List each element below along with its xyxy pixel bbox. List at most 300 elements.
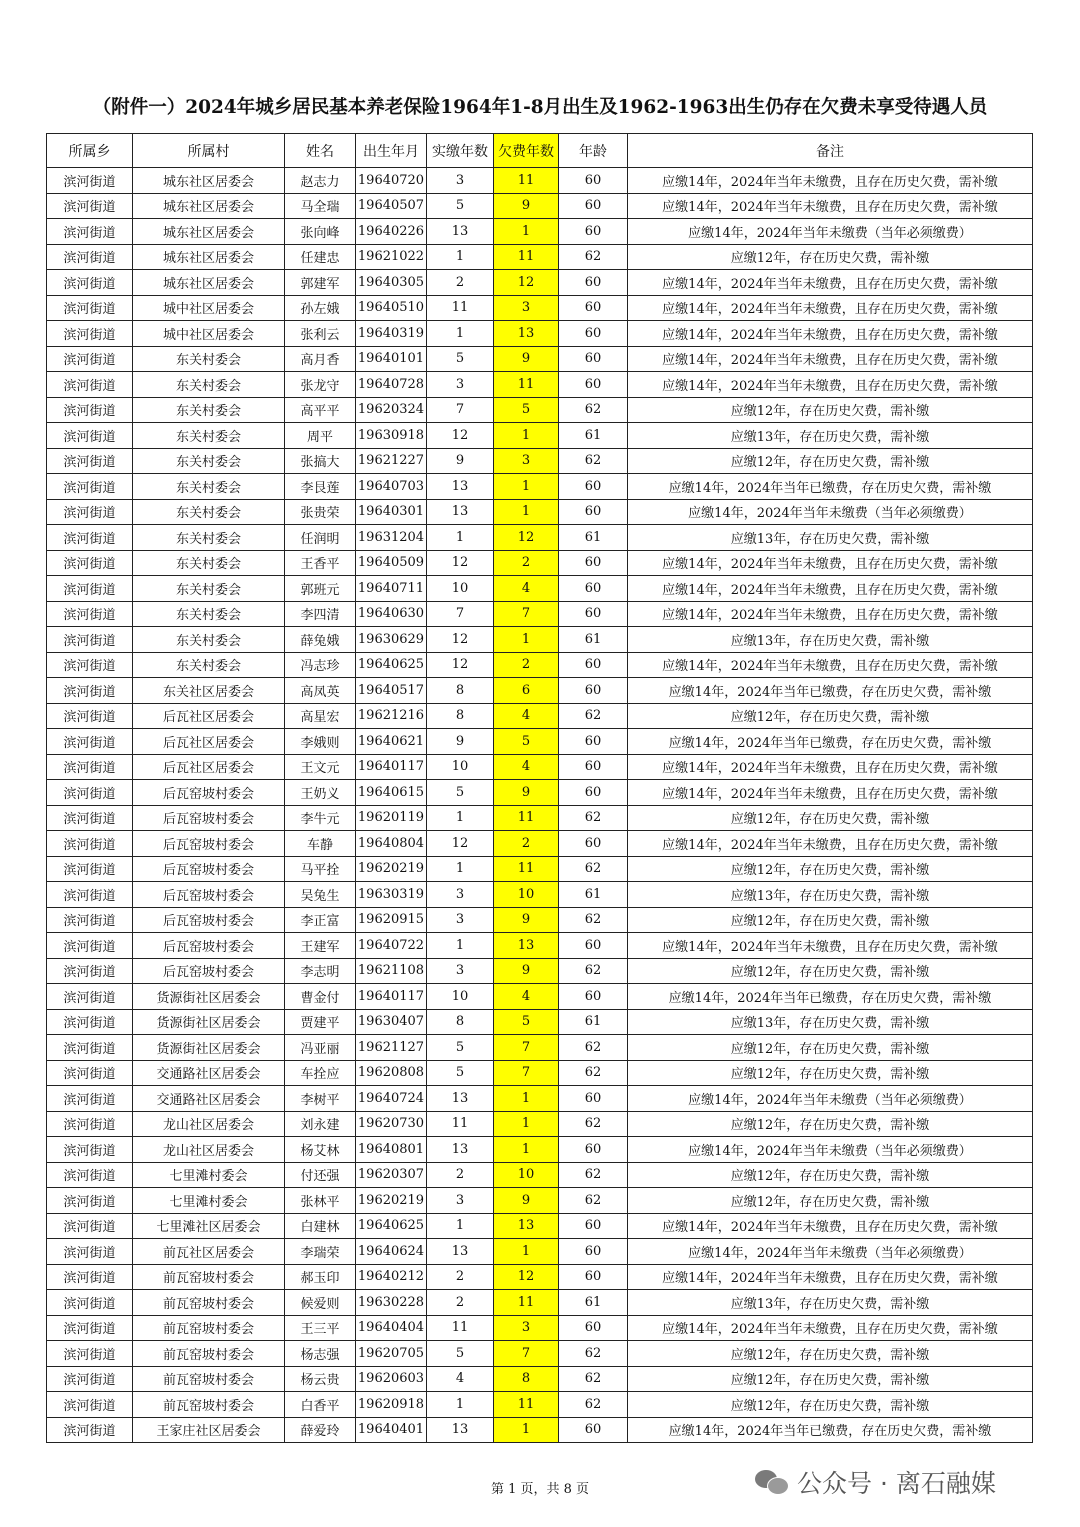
township-cell: 滨河街道 <box>47 882 133 908</box>
age-cell: 61 <box>559 1009 628 1035</box>
birth-date-cell: 19640101 <box>356 346 427 372</box>
paid-years-cell: 7 <box>427 601 494 627</box>
age-cell: 62 <box>559 805 628 831</box>
arrears-table <box>46 133 1033 1443</box>
table-row <box>47 372 1033 398</box>
remarks-cell: 应缴12年，存在历史欠费，需补缴 <box>628 1035 1033 1061</box>
township-cell: 滨河街道 <box>47 1188 133 1214</box>
village-cell: 龙山社区居委会 <box>133 1137 285 1163</box>
paid-years-cell: 2 <box>427 1290 494 1316</box>
arrears-years-cell: 9 <box>494 907 559 933</box>
village-cell: 城东社区居委会 <box>133 270 285 296</box>
paid-years-cell: 12 <box>427 627 494 653</box>
township-cell: 滨河街道 <box>47 270 133 296</box>
name-cell: 赵志力 <box>285 168 356 194</box>
remarks-cell: 应缴14年，2024年当年未缴费，且存在历史欠费，需补缴 <box>628 168 1033 194</box>
paid-years-cell: 11 <box>427 295 494 321</box>
table-row <box>47 270 1033 296</box>
paid-years-cell: 3 <box>427 882 494 908</box>
col-header-remarks: 备注 <box>628 134 1033 168</box>
remarks-cell: 应缴13年，存在历史欠费，需补缴 <box>628 525 1033 551</box>
remarks-cell: 应缴14年，2024年当年未缴费，且存在历史欠费，需补缴 <box>628 1315 1033 1341</box>
township-cell: 滨河街道 <box>47 346 133 372</box>
village-cell: 货源街社区居委会 <box>133 1035 285 1061</box>
township-cell: 滨河街道 <box>47 984 133 1010</box>
name-cell: 王文元 <box>285 754 356 780</box>
remarks-cell: 应缴12年，存在历史欠费，需补缴 <box>628 856 1033 882</box>
paid-years-cell: 1 <box>427 525 494 551</box>
township-cell: 滨河街道 <box>47 831 133 857</box>
village-cell: 七里滩社区居委会 <box>133 1213 285 1239</box>
village-cell: 后瓦窑坡村委会 <box>133 805 285 831</box>
birth-date-cell: 19640615 <box>356 780 427 806</box>
birth-date-cell: 19621216 <box>356 703 427 729</box>
birth-date-cell: 19620324 <box>356 397 427 423</box>
table-row <box>47 1213 1033 1239</box>
remarks-cell: 应缴14年，2024年当年已缴费，存在历史欠费，需补缴 <box>628 678 1033 704</box>
age-cell: 62 <box>559 1188 628 1214</box>
arrears-years-cell: 10 <box>494 1162 559 1188</box>
birth-date-cell: 19640226 <box>356 219 427 245</box>
remarks-cell: 应缴14年，2024年当年未缴费，且存在历史欠费，需补缴 <box>628 550 1033 576</box>
birth-date-cell: 19620603 <box>356 1366 427 1392</box>
birth-date-cell: 19640404 <box>356 1315 427 1341</box>
age-cell: 62 <box>559 1111 628 1137</box>
remarks-cell: 应缴14年，2024年当年未缴费，且存在历史欠费，需补缴 <box>628 346 1033 372</box>
arrears-years-cell: 1 <box>494 1239 559 1265</box>
arrears-years-cell: 12 <box>494 525 559 551</box>
birth-date-cell: 19620918 <box>356 1392 427 1418</box>
wechat-icon <box>755 1468 789 1496</box>
village-cell: 七里滩村委会 <box>133 1162 285 1188</box>
birth-date-cell: 19640720 <box>356 168 427 194</box>
township-cell: 滨河街道 <box>47 958 133 984</box>
age-cell: 60 <box>559 1086 628 1112</box>
arrears-years-cell: 7 <box>494 1035 559 1061</box>
arrears-years-cell: 9 <box>494 958 559 984</box>
age-cell: 60 <box>559 168 628 194</box>
table-row <box>47 703 1033 729</box>
arrears-years-cell: 11 <box>494 1392 559 1418</box>
arrears-years-cell: 7 <box>494 1341 559 1367</box>
table-row <box>47 321 1033 347</box>
paid-years-cell: 13 <box>427 1137 494 1163</box>
name-cell: 李艮莲 <box>285 474 356 500</box>
paid-years-cell: 10 <box>427 754 494 780</box>
table-row <box>47 729 1033 755</box>
table-row <box>47 295 1033 321</box>
name-cell: 刘永建 <box>285 1111 356 1137</box>
village-cell: 东关村委会 <box>133 652 285 678</box>
arrears-years-cell: 13 <box>494 1213 559 1239</box>
name-cell: 冯亚丽 <box>285 1035 356 1061</box>
age-cell: 60 <box>559 1213 628 1239</box>
table-row <box>47 1366 1033 1392</box>
birth-date-cell: 19640804 <box>356 831 427 857</box>
remarks-cell: 应缴14年，2024年当年未缴费，且存在历史欠费，需补缴 <box>628 831 1033 857</box>
remarks-cell: 应缴12年，存在历史欠费，需补缴 <box>628 703 1033 729</box>
arrears-years-cell: 4 <box>494 984 559 1010</box>
arrears-years-cell: 3 <box>494 295 559 321</box>
table-row <box>47 397 1033 423</box>
remarks-cell: 应缴12年，存在历史欠费，需补缴 <box>628 805 1033 831</box>
arrears-years-cell: 13 <box>494 321 559 347</box>
arrears-years-cell: 1 <box>494 627 559 653</box>
name-cell: 白香平 <box>285 1392 356 1418</box>
remarks-cell: 应缴14年，2024年当年未缴费，且存在历史欠费，需补缴 <box>628 321 1033 347</box>
age-cell: 60 <box>559 219 628 245</box>
township-cell: 滨河街道 <box>47 474 133 500</box>
table-row <box>47 1111 1033 1137</box>
paid-years-cell: 13 <box>427 1417 494 1443</box>
arrears-years-cell: 13 <box>494 933 559 959</box>
age-cell: 61 <box>559 882 628 908</box>
remarks-cell: 应缴14年，2024年当年未缴费（当年必须缴费） <box>628 1086 1033 1112</box>
township-cell: 滨河街道 <box>47 933 133 959</box>
village-cell: 后瓦社区居委会 <box>133 754 285 780</box>
name-cell: 张搞大 <box>285 448 356 474</box>
birth-date-cell: 19620915 <box>356 907 427 933</box>
paid-years-cell: 3 <box>427 372 494 398</box>
name-cell: 张利云 <box>285 321 356 347</box>
birth-date-cell: 19620705 <box>356 1341 427 1367</box>
table-row <box>47 1239 1033 1265</box>
township-cell: 滨河街道 <box>47 295 133 321</box>
table-row <box>47 678 1033 704</box>
remarks-cell: 应缴14年，2024年当年已缴费，存在历史欠费，需补缴 <box>628 474 1033 500</box>
table-row <box>47 780 1033 806</box>
village-cell: 货源街社区居委会 <box>133 1009 285 1035</box>
birth-date-cell: 19640301 <box>356 499 427 525</box>
village-cell: 东关村委会 <box>133 550 285 576</box>
remarks-cell: 应缴14年，2024年当年未缴费（当年必须缴费） <box>628 1239 1033 1265</box>
age-cell: 60 <box>559 984 628 1010</box>
township-cell: 滨河街道 <box>47 576 133 602</box>
township-cell: 滨河街道 <box>47 168 133 194</box>
township-cell: 滨河街道 <box>47 780 133 806</box>
village-cell: 后瓦窑坡村委会 <box>133 780 285 806</box>
age-cell: 60 <box>559 321 628 347</box>
paid-years-cell: 12 <box>427 831 494 857</box>
remarks-cell: 应缴14年，2024年当年已缴费，存在历史欠费，需补缴 <box>628 729 1033 755</box>
remarks-cell: 应缴14年，2024年当年未缴费，且存在历史欠费，需补缴 <box>628 780 1033 806</box>
age-cell: 60 <box>559 678 628 704</box>
birth-date-cell: 19640711 <box>356 576 427 602</box>
birth-date-cell: 19621127 <box>356 1035 427 1061</box>
village-cell: 后瓦窑坡村委会 <box>133 958 285 984</box>
arrears-years-cell: 4 <box>494 576 559 602</box>
paid-years-cell: 5 <box>427 1341 494 1367</box>
remarks-cell: 应缴14年，2024年当年未缴费，且存在历史欠费，需补缴 <box>628 193 1033 219</box>
birth-date-cell: 19640117 <box>356 754 427 780</box>
arrears-years-cell: 6 <box>494 678 559 704</box>
col-header-name: 姓名 <box>285 134 356 168</box>
remarks-cell: 应缴14年，2024年当年未缴费，且存在历史欠费，需补缴 <box>628 576 1033 602</box>
remarks-cell: 应缴14年，2024年当年未缴费，且存在历史欠费，需补缴 <box>628 933 1033 959</box>
village-cell: 东关村委会 <box>133 601 285 627</box>
name-cell: 张林平 <box>285 1188 356 1214</box>
name-cell: 冯志珍 <box>285 652 356 678</box>
paid-years-cell: 1 <box>427 933 494 959</box>
remarks-cell: 应缴12年，存在历史欠费，需补缴 <box>628 1162 1033 1188</box>
table-row <box>47 601 1033 627</box>
table-header-row <box>47 134 1033 168</box>
township-cell: 滨河街道 <box>47 1315 133 1341</box>
arrears-years-cell: 1 <box>494 1137 559 1163</box>
age-cell: 60 <box>559 474 628 500</box>
township-cell: 滨河街道 <box>47 627 133 653</box>
birth-date-cell: 19640624 <box>356 1239 427 1265</box>
township-cell: 滨河街道 <box>47 321 133 347</box>
arrears-years-cell: 1 <box>494 219 559 245</box>
village-cell: 东关村委会 <box>133 525 285 551</box>
remarks-cell: 应缴14年，2024年当年未缴费（当年必须缴费） <box>628 499 1033 525</box>
table-row <box>47 474 1033 500</box>
birth-date-cell: 19640305 <box>356 270 427 296</box>
birth-date-cell: 19630629 <box>356 627 427 653</box>
birth-date-cell: 19640728 <box>356 372 427 398</box>
birth-date-cell: 19640724 <box>356 1086 427 1112</box>
table-row <box>47 1290 1033 1316</box>
paid-years-cell: 7 <box>427 397 494 423</box>
age-cell: 62 <box>559 397 628 423</box>
age-cell: 60 <box>559 193 628 219</box>
township-cell: 滨河街道 <box>47 397 133 423</box>
village-cell: 东关村委会 <box>133 448 285 474</box>
remarks-cell: 应缴14年，2024年当年未缴费（当年必须缴费） <box>628 1137 1033 1163</box>
paid-years-cell: 9 <box>427 729 494 755</box>
village-cell: 后瓦窑坡村委会 <box>133 907 285 933</box>
township-cell: 滨河街道 <box>47 601 133 627</box>
age-cell: 62 <box>559 907 628 933</box>
village-cell: 东关村委会 <box>133 627 285 653</box>
table-row <box>47 882 1033 908</box>
remarks-cell: 应缴13年，存在历史欠费，需补缴 <box>628 423 1033 449</box>
table-row <box>47 805 1033 831</box>
paid-years-cell: 5 <box>427 346 494 372</box>
paid-years-cell: 12 <box>427 423 494 449</box>
village-cell: 城东社区居委会 <box>133 219 285 245</box>
table-row <box>47 423 1033 449</box>
age-cell: 60 <box>559 1417 628 1443</box>
birth-date-cell: 19630918 <box>356 423 427 449</box>
table-row <box>47 627 1033 653</box>
township-cell: 滨河街道 <box>47 244 133 270</box>
village-cell: 后瓦窑坡村委会 <box>133 831 285 857</box>
name-cell: 李正富 <box>285 907 356 933</box>
paid-years-cell: 8 <box>427 703 494 729</box>
paid-years-cell: 2 <box>427 270 494 296</box>
township-cell: 滨河街道 <box>47 448 133 474</box>
age-cell: 60 <box>559 576 628 602</box>
township-cell: 滨河街道 <box>47 1264 133 1290</box>
remarks-cell: 应缴13年，存在历史欠费，需补缴 <box>628 1009 1033 1035</box>
remarks-cell: 应缴12年，存在历史欠费，需补缴 <box>628 448 1033 474</box>
remarks-cell: 应缴12年，存在历史欠费，需补缴 <box>628 907 1033 933</box>
birth-date-cell: 19620808 <box>356 1060 427 1086</box>
remarks-cell: 应缴14年，2024年当年已缴费，存在历史欠费，需补缴 <box>628 1417 1033 1443</box>
col-header-age: 年龄 <box>559 134 628 168</box>
arrears-years-cell: 1 <box>494 1111 559 1137</box>
age-cell: 61 <box>559 1290 628 1316</box>
age-cell: 61 <box>559 525 628 551</box>
birth-date-cell: 19640625 <box>356 1213 427 1239</box>
arrears-years-cell: 5 <box>494 729 559 755</box>
paid-years-cell: 1 <box>427 321 494 347</box>
village-cell: 城东社区居委会 <box>133 193 285 219</box>
village-cell: 东关村委会 <box>133 397 285 423</box>
village-cell: 后瓦社区居委会 <box>133 703 285 729</box>
name-cell: 高平平 <box>285 397 356 423</box>
name-cell: 吴兔生 <box>285 882 356 908</box>
remarks-cell: 应缴12年，存在历史欠费，需补缴 <box>628 1060 1033 1086</box>
village-cell: 城东社区居委会 <box>133 168 285 194</box>
age-cell: 60 <box>559 1137 628 1163</box>
remarks-cell: 应缴14年，2024年当年未缴费，且存在历史欠费，需补缴 <box>628 1213 1033 1239</box>
name-cell: 郭班元 <box>285 576 356 602</box>
name-cell: 薛兔娥 <box>285 627 356 653</box>
paid-years-cell: 5 <box>427 1060 494 1086</box>
township-cell: 滨河街道 <box>47 1366 133 1392</box>
arrears-years-cell: 2 <box>494 652 559 678</box>
township-cell: 滨河街道 <box>47 703 133 729</box>
arrears-years-cell: 5 <box>494 1009 559 1035</box>
paid-years-cell: 13 <box>427 499 494 525</box>
table-row <box>47 1060 1033 1086</box>
name-cell: 郭建军 <box>285 270 356 296</box>
birth-date-cell: 19640507 <box>356 193 427 219</box>
arrears-years-cell: 12 <box>494 1264 559 1290</box>
age-cell: 61 <box>559 423 628 449</box>
arrears-years-cell: 11 <box>494 805 559 831</box>
name-cell: 曹金付 <box>285 984 356 1010</box>
birth-date-cell: 19640401 <box>356 1417 427 1443</box>
name-cell: 杨艾林 <box>285 1137 356 1163</box>
arrears-years-cell: 1 <box>494 474 559 500</box>
village-cell: 前瓦社区居委会 <box>133 1239 285 1265</box>
name-cell: 马平拴 <box>285 856 356 882</box>
birth-date-cell: 19640510 <box>356 295 427 321</box>
age-cell: 60 <box>559 601 628 627</box>
paid-years-cell: 1 <box>427 856 494 882</box>
arrears-years-cell: 7 <box>494 1060 559 1086</box>
name-cell: 孙左娥 <box>285 295 356 321</box>
name-cell: 王三平 <box>285 1315 356 1341</box>
paid-years-cell: 13 <box>427 1239 494 1265</box>
table-row <box>47 576 1033 602</box>
paid-years-cell: 5 <box>427 1035 494 1061</box>
table-row <box>47 652 1033 678</box>
birth-date-cell: 19640703 <box>356 474 427 500</box>
table-row <box>47 193 1033 219</box>
birth-date-cell: 19640212 <box>356 1264 427 1290</box>
paid-years-cell: 5 <box>427 780 494 806</box>
age-cell: 62 <box>559 1060 628 1086</box>
table-row <box>47 244 1033 270</box>
table-row <box>47 448 1033 474</box>
name-cell: 候爱则 <box>285 1290 356 1316</box>
remarks-cell: 应缴14年，2024年当年已缴费，存在历史欠费，需补缴 <box>628 984 1033 1010</box>
arrears-years-cell: 4 <box>494 703 559 729</box>
village-cell: 后瓦窑坡村委会 <box>133 856 285 882</box>
age-cell: 60 <box>559 1264 628 1290</box>
paid-years-cell: 8 <box>427 678 494 704</box>
paid-years-cell: 11 <box>427 1315 494 1341</box>
col-header-township: 所属乡 <box>47 134 133 168</box>
village-cell: 东关村委会 <box>133 499 285 525</box>
age-cell: 61 <box>559 627 628 653</box>
birth-date-cell: 19640630 <box>356 601 427 627</box>
village-cell: 前瓦窑坡村委会 <box>133 1315 285 1341</box>
paid-years-cell: 10 <box>427 984 494 1010</box>
township-cell: 滨河街道 <box>47 499 133 525</box>
remarks-cell: 应缴12年，存在历史欠费，需补缴 <box>628 1341 1033 1367</box>
age-cell: 60 <box>559 372 628 398</box>
remarks-cell: 应缴14年，2024年当年未缴费（当年必须缴费） <box>628 219 1033 245</box>
name-cell: 白建林 <box>285 1213 356 1239</box>
remarks-cell: 应缴12年，存在历史欠费，需补缴 <box>628 1188 1033 1214</box>
township-cell: 滨河街道 <box>47 1290 133 1316</box>
township-cell: 滨河街道 <box>47 1009 133 1035</box>
table-row <box>47 1009 1033 1035</box>
arrears-years-cell: 11 <box>494 168 559 194</box>
col-header-birth-date: 出生年月 <box>356 134 427 168</box>
village-cell: 前瓦窑坡村委会 <box>133 1366 285 1392</box>
paid-years-cell: 13 <box>427 219 494 245</box>
township-cell: 滨河街道 <box>47 1341 133 1367</box>
arrears-years-cell: 8 <box>494 1366 559 1392</box>
arrears-years-cell: 9 <box>494 346 559 372</box>
township-cell: 滨河街道 <box>47 907 133 933</box>
remarks-cell: 应缴14年，2024年当年未缴费，且存在历史欠费，需补缴 <box>628 1264 1033 1290</box>
village-cell: 前瓦窑坡村委会 <box>133 1290 285 1316</box>
township-cell: 滨河街道 <box>47 423 133 449</box>
paid-years-cell: 2 <box>427 1264 494 1290</box>
table-row <box>47 1188 1033 1214</box>
village-cell: 前瓦窑坡村委会 <box>133 1264 285 1290</box>
remarks-cell: 应缴14年，2024年当年未缴费，且存在历史欠费，需补缴 <box>628 754 1033 780</box>
village-cell: 后瓦窑坡村委会 <box>133 882 285 908</box>
paid-years-cell: 1 <box>427 805 494 831</box>
birth-date-cell: 19640621 <box>356 729 427 755</box>
table-row <box>47 525 1033 551</box>
name-cell: 李树平 <box>285 1086 356 1112</box>
age-cell: 62 <box>559 1392 628 1418</box>
age-cell: 60 <box>559 652 628 678</box>
age-cell: 60 <box>559 933 628 959</box>
paid-years-cell: 8 <box>427 1009 494 1035</box>
age-cell: 62 <box>559 244 628 270</box>
table-row <box>47 1315 1033 1341</box>
table-row <box>47 1137 1033 1163</box>
birth-date-cell: 19621227 <box>356 448 427 474</box>
remarks-cell: 应缴14年，2024年当年未缴费，且存在历史欠费，需补缴 <box>628 652 1033 678</box>
township-cell: 滨河街道 <box>47 1111 133 1137</box>
col-header-village: 所属村 <box>133 134 285 168</box>
birth-date-cell: 19620219 <box>356 1188 427 1214</box>
remarks-cell: 应缴14年，2024年当年未缴费，且存在历史欠费，需补缴 <box>628 372 1033 398</box>
paid-years-cell: 2 <box>427 1162 494 1188</box>
arrears-years-cell: 3 <box>494 1315 559 1341</box>
age-cell: 60 <box>559 295 628 321</box>
table-row <box>47 346 1033 372</box>
paid-years-cell: 13 <box>427 474 494 500</box>
name-cell: 付还强 <box>285 1162 356 1188</box>
village-cell: 城东社区居委会 <box>133 244 285 270</box>
birth-date-cell: 19620219 <box>356 856 427 882</box>
age-cell: 60 <box>559 550 628 576</box>
name-cell: 王建军 <box>285 933 356 959</box>
